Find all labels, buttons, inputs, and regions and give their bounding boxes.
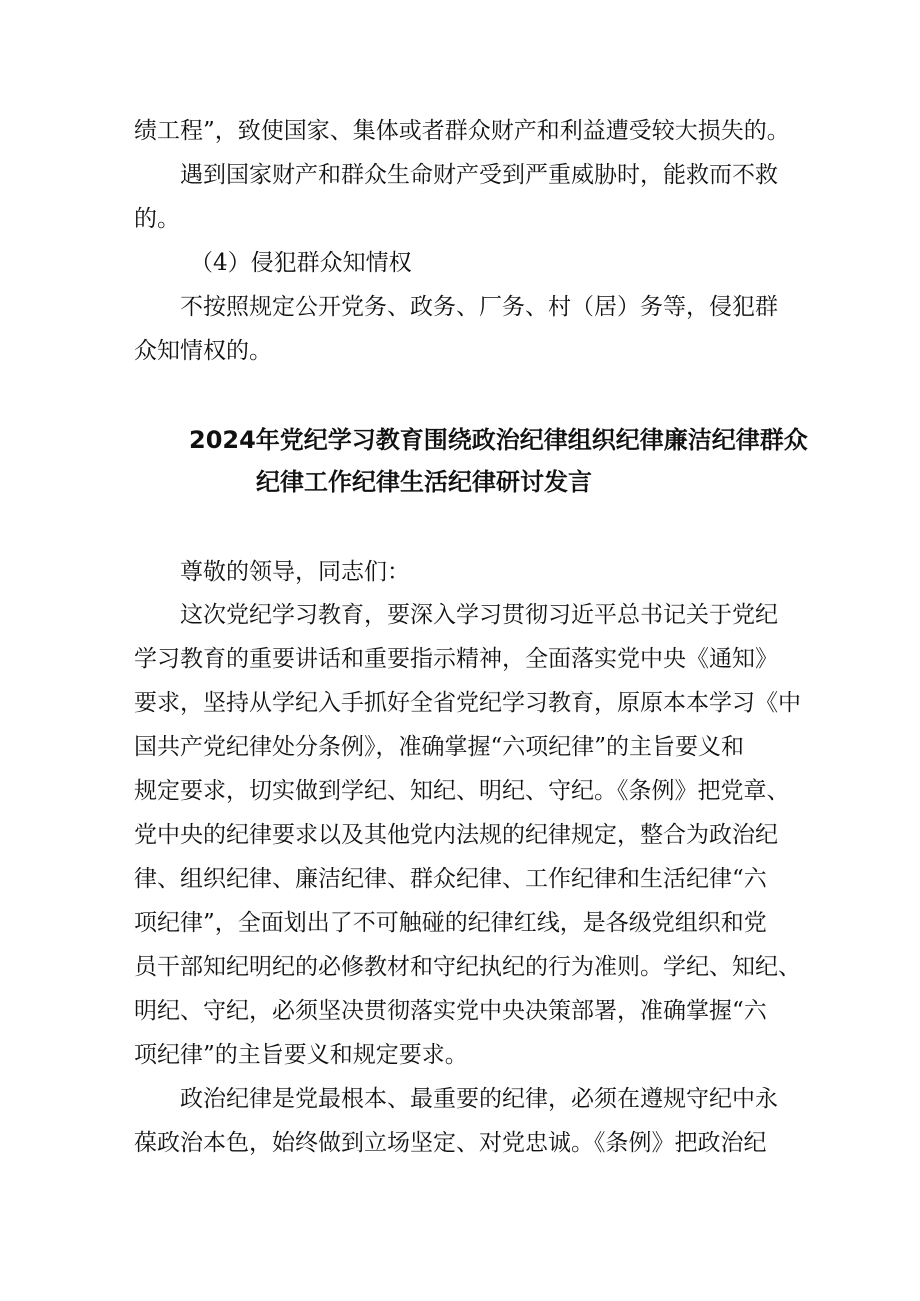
paragraph-line: 的。	[134, 206, 180, 232]
paragraph-line: 学习教育的重要讲话和重要指示精神，全面落实党中央《通知》	[134, 646, 778, 672]
paragraph-line: 葆政治本色，始终做到立场坚定、对党忠诚。《条例》把政治纪	[134, 1130, 767, 1156]
paragraph-line: 律、组织纪律、廉洁纪律、群众纪律、工作纪律和生活纪律“六	[134, 866, 767, 892]
paragraph-line: 党中央的纪律要求以及其他党内法规的纪律规定，整合为政治纪	[134, 822, 778, 848]
paragraph-line: 员干部知纪明纪的必修教材和守纪执纪的行为准则。学纪、知纪、	[134, 954, 801, 980]
paragraph-line: 众知情权的。	[134, 338, 272, 364]
paragraph-line: 遇到国家财产和群众生命财产受到严重威胁时，能救而不救	[180, 162, 778, 188]
paragraph-line: 这次党纪学习教育，要深入学习贯彻习近平总书记关于党纪	[180, 602, 778, 628]
paragraph-line: 项纪律”的主旨要义和规定要求。	[134, 1042, 468, 1068]
salutation: 尊敬的领导，同志们：	[180, 559, 410, 585]
paragraph-line: 明纪、守纪，必须坚决贯彻落实党中央决策部署，准确掌握“六	[134, 998, 767, 1024]
paragraph-line: 不按照规定公开党务、政务、厂务、村（居）务等，侵犯群	[180, 294, 778, 320]
section-heading: （4）侵犯群众知情权	[190, 250, 412, 276]
paragraph-line: 规定要求，切实做到学纪、知纪、明纪、守纪。《条例》把党章、	[134, 778, 790, 804]
article-title-line1: 2024年党纪学习教育围绕政治纪律组织纪律廉洁纪律群众	[189, 426, 808, 454]
article-title-line2: 纪律工作纪律生活纪律研讨发言	[256, 468, 592, 496]
paragraph-line: 要求，坚持从学纪入手抓好全省党纪学习教育，原原本本学习《中	[134, 690, 801, 716]
paragraph-line: 绩工程”，致使国家、集体或者群众财产和利益遭受较大损失的。	[134, 118, 790, 144]
paragraph-line: 政治纪律是党最根本、最重要的纪律，必须在遵规守纪中永	[180, 1086, 778, 1112]
paragraph-line: 国共产党纪律处分条例》，准确掌握“六项纪律”的主旨要义和	[134, 734, 745, 760]
paragraph-line: 项纪律”，全面划出了不可触碰的纪律红线，是各级党组织和党	[134, 910, 767, 936]
